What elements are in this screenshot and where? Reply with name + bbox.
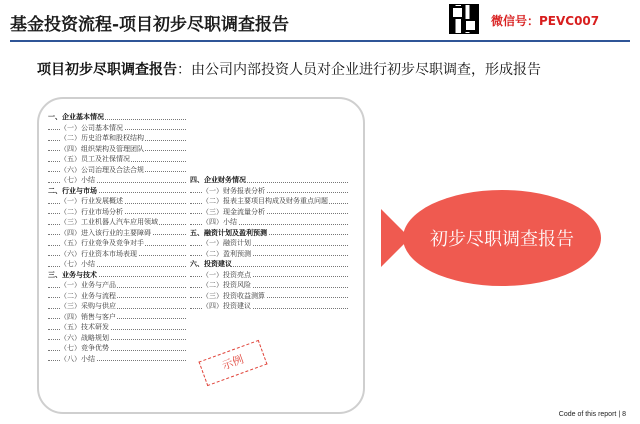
toc-item-label: 六、投资建议 [190, 259, 232, 268]
toc-section [48, 186, 186, 197]
toc-section [190, 175, 348, 186]
report-circle [403, 190, 601, 286]
toc-item-label: （二）报表主要项目构成及财务重点问题 [202, 197, 328, 205]
toc-item [190, 196, 348, 207]
toc-item-label: 五、融资计划及盈利预测 [190, 227, 267, 237]
toc-item-label: （四）小结 [202, 218, 237, 226]
toc-item [190, 301, 348, 312]
toc-item [48, 165, 186, 176]
toc-item-label: （四）投资建议 [202, 302, 251, 310]
toc-item [48, 196, 186, 207]
toc-item-label: （三）工业机器人汽车应用领域 [60, 218, 158, 226]
toc-item [190, 186, 348, 197]
toc-item [48, 228, 186, 239]
toc-item [48, 343, 186, 354]
toc-item-label: （四）进入该行业的主要障碍 [60, 228, 151, 237]
toc-right-column [190, 175, 348, 312]
toc-item-label: （二）行业市场分析 [60, 207, 123, 216]
toc-item-label: 四、企业财务情况 [190, 175, 246, 184]
toc-item-label: （一）公司基本情况 [60, 123, 123, 132]
toc-item-label: （三）投资收益测算 [202, 291, 265, 300]
subtitle [37, 59, 541, 79]
toc-item-label: （二）历史沿革和股权结构 [60, 134, 144, 142]
toc-item [48, 354, 186, 365]
toc-item-label: （一）财务报表分析 [202, 186, 265, 195]
subtitle-text: ：由公司内部投资人员对企业进行初步尽职调查，形成报告 [177, 62, 541, 78]
toc-item [48, 280, 186, 291]
toc-item-label: （二）投资风险 [202, 281, 251, 289]
page-number: 8 [622, 411, 626, 418]
toc-item [190, 291, 348, 302]
toc-item [190, 238, 348, 249]
toc-item [190, 249, 348, 260]
toc-item-label: （四）组织架构及管理团队 [60, 144, 144, 153]
toc-item [48, 175, 186, 186]
toc-item [48, 259, 186, 270]
toc-item-label: （二）业务与流程 [60, 291, 116, 300]
footer-text: Code of this report [558, 411, 617, 418]
toc-item-label: （五）行业竞争及竞争对手 [60, 239, 144, 247]
toc-item [190, 270, 348, 281]
toc-item [48, 312, 186, 323]
header-rule [10, 40, 630, 42]
toc-item [190, 207, 348, 218]
sample-stamp: 示例 [198, 340, 267, 386]
toc-item-label: （一）业务与产品 [60, 281, 116, 289]
toc-item-label: （六）战略规划 [60, 333, 109, 342]
toc-item [48, 238, 186, 249]
toc-item [48, 133, 186, 144]
footer [559, 411, 626, 418]
toc-item [48, 291, 186, 302]
toc-item [48, 144, 186, 155]
toc-item [48, 322, 186, 333]
toc-item-label: （一）行业发展概述 [60, 197, 123, 205]
toc-item [190, 280, 348, 291]
toc-item-label: （一）融资计划 [202, 239, 251, 247]
toc-item-label: 一、企业基本情况 [48, 112, 104, 121]
wechat-id: 微信号：PEVC007 [491, 14, 600, 28]
qr-code-icon [449, 4, 479, 34]
toc-item [190, 217, 348, 228]
toc-item [48, 123, 186, 134]
toc-section [190, 228, 348, 239]
toc-item-label: （六）行业资本市场表现 [60, 249, 137, 258]
toc-item-label: （七）小结 [60, 260, 95, 268]
toc-item [48, 301, 186, 312]
toc-item-label: （五）员工及社保情况 [60, 155, 130, 163]
toc-item-label: 二、行业与市场 [48, 185, 97, 195]
toc-item-label: （四）销售与客户 [60, 312, 116, 321]
toc-item-label: （三）采购与供应 [60, 302, 116, 310]
footer-separator: | [618, 411, 621, 418]
subtitle-label: 项目初步尽职调查报告 [37, 62, 177, 78]
toc-item-label: （七）小结 [60, 176, 95, 184]
toc-left-column [48, 112, 186, 364]
toc-item [48, 333, 186, 344]
toc-section [48, 112, 186, 123]
toc-section [48, 270, 186, 281]
toc-item [48, 249, 186, 260]
toc-item-label: （一）投资亮点 [202, 270, 251, 279]
toc-item [48, 217, 186, 228]
toc-item-label: （五）技术研发 [60, 323, 109, 331]
toc-item-label: 三、业务与技术 [48, 269, 97, 279]
toc-item-label: （八）小结 [60, 354, 95, 363]
report-label: 初步尽职调查报告 [430, 229, 574, 250]
toc-section [190, 259, 348, 270]
toc-item [48, 207, 186, 218]
toc-item-label: （七）竞争优势 [60, 344, 109, 352]
toc-item-label: （六）公司治理及合法合规 [60, 165, 144, 174]
toc-item-label: （二）盈利预测 [202, 249, 251, 258]
toc-item [48, 154, 186, 165]
page-title: 基金投资流程-项目初步尽职调查报告 [10, 15, 290, 35]
toc-item-label: （三）现金流量分析 [202, 207, 265, 216]
